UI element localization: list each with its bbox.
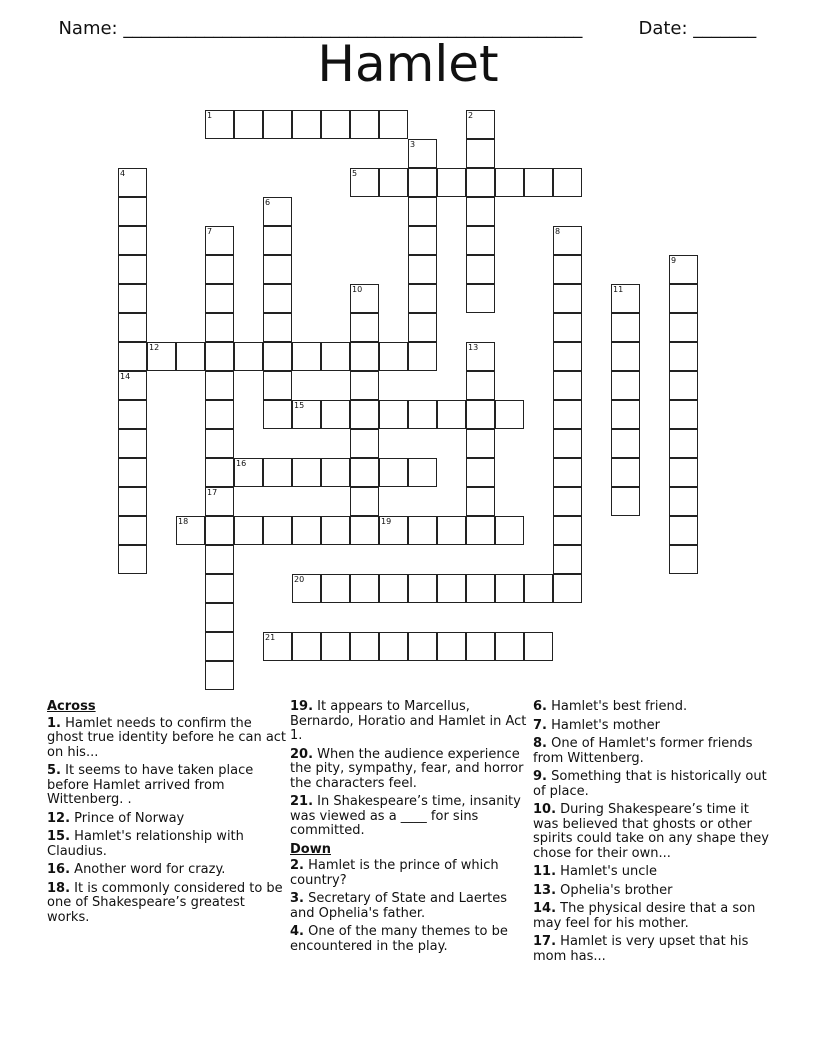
grid-cell[interactable] [292,110,321,139]
grid-cell[interactable] [147,342,176,371]
grid-cell[interactable] [292,458,321,487]
grid-cell[interactable] [466,168,495,197]
clue-across-20 [290,748,530,792]
grid-cell[interactable] [118,458,147,487]
puzzle-title: Hamlet [317,35,499,93]
grid-cell[interactable] [321,574,350,603]
clue-number: 15. [47,829,71,844]
cell-number: 20 [294,575,305,584]
grid-cell[interactable] [205,603,234,632]
clue-number: 17. [533,934,557,949]
grid-cell[interactable] [408,574,437,603]
grid-cell[interactable] [234,516,263,545]
grid-cell[interactable] [205,487,234,516]
grid-cell[interactable] [553,168,582,197]
clue-number: 14. [533,901,557,916]
grid-cell[interactable] [466,458,495,487]
grid-cell[interactable] [292,342,321,371]
name-label: Name: [58,18,124,39]
clue-text: The physical desire that a son may feel for his mother. [533,901,756,931]
grid-cell[interactable] [263,284,292,313]
clue-number: 6. [533,699,547,714]
clue-text: Prince of Norway [74,810,185,826]
cell-number: 3 [410,140,416,149]
grid-cell[interactable] [408,139,437,168]
clue-across-18 [47,882,287,926]
clue-down-8 [533,737,773,766]
clue-text: Another word for crazy. [74,862,226,877]
grid-cell[interactable] [118,516,147,545]
grid-cell[interactable] [263,342,292,371]
grid-cell[interactable] [408,632,437,661]
grid-cell[interactable] [263,313,292,342]
grid-cell[interactable] [669,284,698,313]
grid-cell[interactable] [553,516,582,545]
cell-number: 9 [671,256,677,265]
grid-cell[interactable] [669,400,698,429]
grid-cell[interactable] [205,458,234,487]
grid-cell[interactable] [553,371,582,400]
grid-cell[interactable] [118,371,147,400]
clue-text: It seems to have taken place before Hamlet arrived from Wittenberg. . [47,763,254,807]
clue-text: Hamlet's mother [551,717,661,733]
clue-number: 7. [533,717,547,733]
grid-cell[interactable] [611,487,640,516]
grid-cell[interactable] [205,342,234,371]
grid-cell[interactable] [466,429,495,458]
grid-cell[interactable] [350,313,379,342]
clue-text: It is commonly considered to be one of Shakespeare’s greatest works. [47,880,283,925]
grid-cell[interactable] [118,400,147,429]
grid-cell[interactable] [408,458,437,487]
grid-cell[interactable] [466,487,495,516]
grid-cell[interactable] [321,110,350,139]
grid-cell[interactable] [321,458,350,487]
grid-cell[interactable] [234,342,263,371]
grid-cell[interactable] [669,255,698,284]
grid-cell[interactable] [321,516,350,545]
grid-cell[interactable] [350,516,379,545]
clue-down-2 [290,859,530,888]
clue-text: It appears to Marcellus, Bernardo, Horatio and Hamlet in Act 1. [290,699,527,743]
grid-cell[interactable] [205,429,234,458]
grid-cell[interactable] [379,516,408,545]
grid-cell[interactable] [669,429,698,458]
grid-cell[interactable] [553,400,582,429]
clue-down-9 [533,770,773,799]
grid-cell[interactable] [466,139,495,168]
cell-number: 18 [178,517,189,526]
grid-cell[interactable] [466,110,495,139]
grid-cell[interactable] [205,516,234,545]
date-line[interactable]: _______ [693,18,757,39]
cell-number: 14 [120,372,131,381]
grid-cell[interactable] [611,371,640,400]
grid-cell[interactable] [466,400,495,429]
grid-cell[interactable] [350,371,379,400]
clue-text: Hamlet needs to confirm the ghost true identity before he can act on his... [47,715,287,760]
grid-cell[interactable] [321,400,350,429]
grid-cell[interactable] [553,313,582,342]
grid-cell[interactable] [466,226,495,255]
cell-number: 11 [613,285,624,294]
clue-down-14 [533,902,773,931]
cell-number: 16 [236,459,247,468]
clue-down-17 [533,935,773,964]
cell-number: 2 [468,111,474,120]
grid-cell[interactable] [553,545,582,574]
grid-cell[interactable] [437,632,466,661]
grid-cell[interactable] [408,255,437,284]
clues-column-2 [290,700,530,958]
grid-cell[interactable] [205,313,234,342]
clue-across-15 [47,830,287,859]
grid-cell[interactable] [408,342,437,371]
grid-cell[interactable] [408,284,437,313]
grid-cell[interactable] [263,255,292,284]
clue-down-6 [533,700,773,715]
grid-cell[interactable] [321,632,350,661]
grid-cell[interactable] [553,487,582,516]
clue-down-3 [290,892,530,921]
clue-text: Ophelia's brother [560,882,673,898]
grid-cell[interactable] [350,458,379,487]
clue-text: In Shakespeare’s time, insanity was viewed as a ____ for sins committed. [290,794,521,838]
grid-cell[interactable] [118,342,147,371]
clue-down-4 [290,925,530,954]
grid-cell[interactable] [350,632,379,661]
grid-cell[interactable] [611,458,640,487]
clue-number: 5. [47,763,61,778]
grid-cell[interactable] [553,574,582,603]
grid-cell[interactable] [495,168,524,197]
grid-cell[interactable] [524,168,553,197]
grid-cell[interactable] [118,197,147,226]
grid-cell[interactable] [379,168,408,197]
clue-across-19 [290,700,530,744]
clue-number: 13. [533,882,557,898]
clue-number: 8. [533,736,547,751]
grid-cell[interactable] [263,110,292,139]
clue-down-11 [533,865,773,880]
clue-number: 4. [290,924,304,939]
clue-number: 11. [533,864,557,879]
grid-cell[interactable] [350,487,379,516]
grid-cell[interactable] [263,226,292,255]
grid-cell[interactable] [553,255,582,284]
cell-number: 1 [207,111,213,120]
clue-number: 2. [290,858,304,873]
grid-cell[interactable] [466,574,495,603]
grid-cell[interactable] [379,574,408,603]
grid-cell[interactable] [350,168,379,197]
clue-number: 20. [290,746,314,762]
clue-across-21 [290,795,530,839]
cell-number: 12 [149,343,160,352]
date-label: Date: [638,18,694,39]
grid-cell[interactable] [350,429,379,458]
clue-text: When the audience experience the pity, sympathy, fear, and horror the characters feel. [290,746,524,791]
grid-cell[interactable] [292,632,321,661]
grid-cell[interactable] [669,545,698,574]
clue-across-16 [47,863,287,878]
grid-cell[interactable] [205,110,234,139]
grid-cell[interactable] [466,632,495,661]
grid-cell[interactable] [263,516,292,545]
grid-cell[interactable] [408,400,437,429]
grid-cell[interactable] [118,226,147,255]
grid-cell[interactable] [292,574,321,603]
down-heading: Down [290,841,331,857]
grid-cell[interactable] [379,110,408,139]
grid-cell[interactable] [263,632,292,661]
grid-cell[interactable] [408,313,437,342]
grid-cell[interactable] [205,284,234,313]
grid-cell[interactable] [611,400,640,429]
grid-cell[interactable] [437,168,466,197]
clue-number: 9. [533,769,547,784]
grid-cell[interactable] [611,342,640,371]
grid-cell[interactable] [408,168,437,197]
grid-cell[interactable] [176,516,205,545]
clue-down-7 [533,719,773,734]
grid-cell[interactable] [553,342,582,371]
grid-cell[interactable] [669,516,698,545]
grid-cell[interactable] [205,226,234,255]
grid-cell[interactable] [611,429,640,458]
grid-cell[interactable] [466,371,495,400]
clue-number: 19. [290,699,314,714]
grid-cell[interactable] [408,226,437,255]
grid-cell[interactable] [321,342,350,371]
clue-text: One of Hamlet's former friends from Wittenberg. [533,736,753,766]
cell-number: 6 [265,198,271,207]
grid-cell[interactable] [408,516,437,545]
grid-cell[interactable] [118,284,147,313]
grid-cell[interactable] [118,487,147,516]
clue-text: During Shakespeare’s time it was believed that ghosts or other spirits could take on any shape they chose for their own... [533,802,769,861]
grid-cell[interactable] [495,632,524,661]
grid-cell[interactable] [234,110,263,139]
grid-cell[interactable] [205,574,234,603]
grid-cell[interactable] [263,197,292,226]
clues-column-3 [533,700,773,968]
grid-cell[interactable] [466,284,495,313]
grid-cell[interactable] [669,342,698,371]
grid-cell[interactable] [553,226,582,255]
grid-cell[interactable] [379,458,408,487]
grid-cell[interactable] [437,574,466,603]
grid-cell[interactable] [437,400,466,429]
clue-number: 16. [47,862,71,877]
grid-cell[interactable] [205,661,234,690]
grid-cell[interactable] [118,429,147,458]
grid-cell[interactable] [379,400,408,429]
grid-cell[interactable] [263,400,292,429]
grid-cell[interactable] [292,516,321,545]
grid-cell[interactable] [669,371,698,400]
clue-text: One of the many themes to be encountered in the play. [290,924,508,954]
grid-cell[interactable] [350,574,379,603]
grid-cell[interactable] [118,545,147,574]
grid-cell[interactable] [669,487,698,516]
grid-cell[interactable] [118,255,147,284]
grid-cell[interactable] [205,400,234,429]
grid-cell[interactable] [379,632,408,661]
clue-down-10 [533,803,773,861]
grid-cell[interactable] [350,342,379,371]
clue-text: Something that is historically out of place. [533,769,767,799]
grid-cell[interactable] [669,458,698,487]
grid-cell[interactable] [234,458,263,487]
grid-cell[interactable] [553,284,582,313]
clue-across-1 [47,717,287,761]
grid-cell[interactable] [205,255,234,284]
grid-cell[interactable] [553,429,582,458]
grid-cell[interactable] [118,313,147,342]
clue-down-13 [533,884,773,899]
grid-cell[interactable] [205,545,234,574]
grid-cell[interactable] [466,197,495,226]
grid-cell[interactable] [350,284,379,313]
grid-cell[interactable] [437,516,466,545]
cell-number: 15 [294,401,305,410]
clue-text: Hamlet's uncle [560,864,657,879]
grid-cell[interactable] [408,197,437,226]
grid-cell[interactable] [466,342,495,371]
grid-cell[interactable] [263,458,292,487]
cell-number: 10 [352,285,363,294]
cell-number: 4 [120,169,126,178]
grid-cell[interactable] [495,400,524,429]
clue-number: 10. [533,802,557,817]
grid-cell[interactable] [553,458,582,487]
grid-cell[interactable] [495,516,524,545]
clue-text: Hamlet's relationship with Claudius. [47,829,244,859]
grid-cell[interactable] [263,371,292,400]
clue-number: 12. [47,810,71,826]
grid-cell[interactable] [292,400,321,429]
cell-number: 19 [381,517,392,526]
clue-text: Hamlet's best friend. [551,699,688,714]
grid-cell[interactable] [350,110,379,139]
grid-cell[interactable] [524,632,553,661]
clue-number: 3. [290,891,304,906]
grid-cell[interactable] [524,574,553,603]
grid-cell[interactable] [176,342,205,371]
clue-number: 18. [47,880,71,896]
cell-number: 21 [265,633,276,642]
grid-cell[interactable] [466,255,495,284]
cell-number: 5 [352,169,358,178]
cell-number: 13 [468,343,479,352]
clue-across-5 [47,764,287,808]
grid-cell[interactable] [118,168,147,197]
clue-number: 1. [47,715,61,731]
cell-number: 17 [207,488,218,497]
grid-cell[interactable] [495,574,524,603]
across-heading: Across [47,699,96,714]
grid-cell[interactable] [611,284,640,313]
grid-cell[interactable] [669,313,698,342]
cell-number: 8 [555,227,561,236]
clue-number: 21. [290,794,314,809]
clue-text: Hamlet is very upset that his mom has... [533,934,749,964]
grid-cell[interactable] [350,400,379,429]
grid-cell[interactable] [466,516,495,545]
grid-cell[interactable] [205,632,234,661]
grid-cell[interactable] [379,342,408,371]
clues-column-1 [47,700,287,929]
grid-cell[interactable] [611,313,640,342]
cell-number: 7 [207,227,213,236]
grid-cell[interactable] [205,371,234,400]
name-line[interactable]: ___________________________________________________ [123,18,583,39]
clue-across-12 [47,812,287,827]
clue-text: Secretary of State and Laertes and Ophelia's father. [290,891,508,921]
clue-text: Hamlet is the prince of which country? [290,858,499,888]
